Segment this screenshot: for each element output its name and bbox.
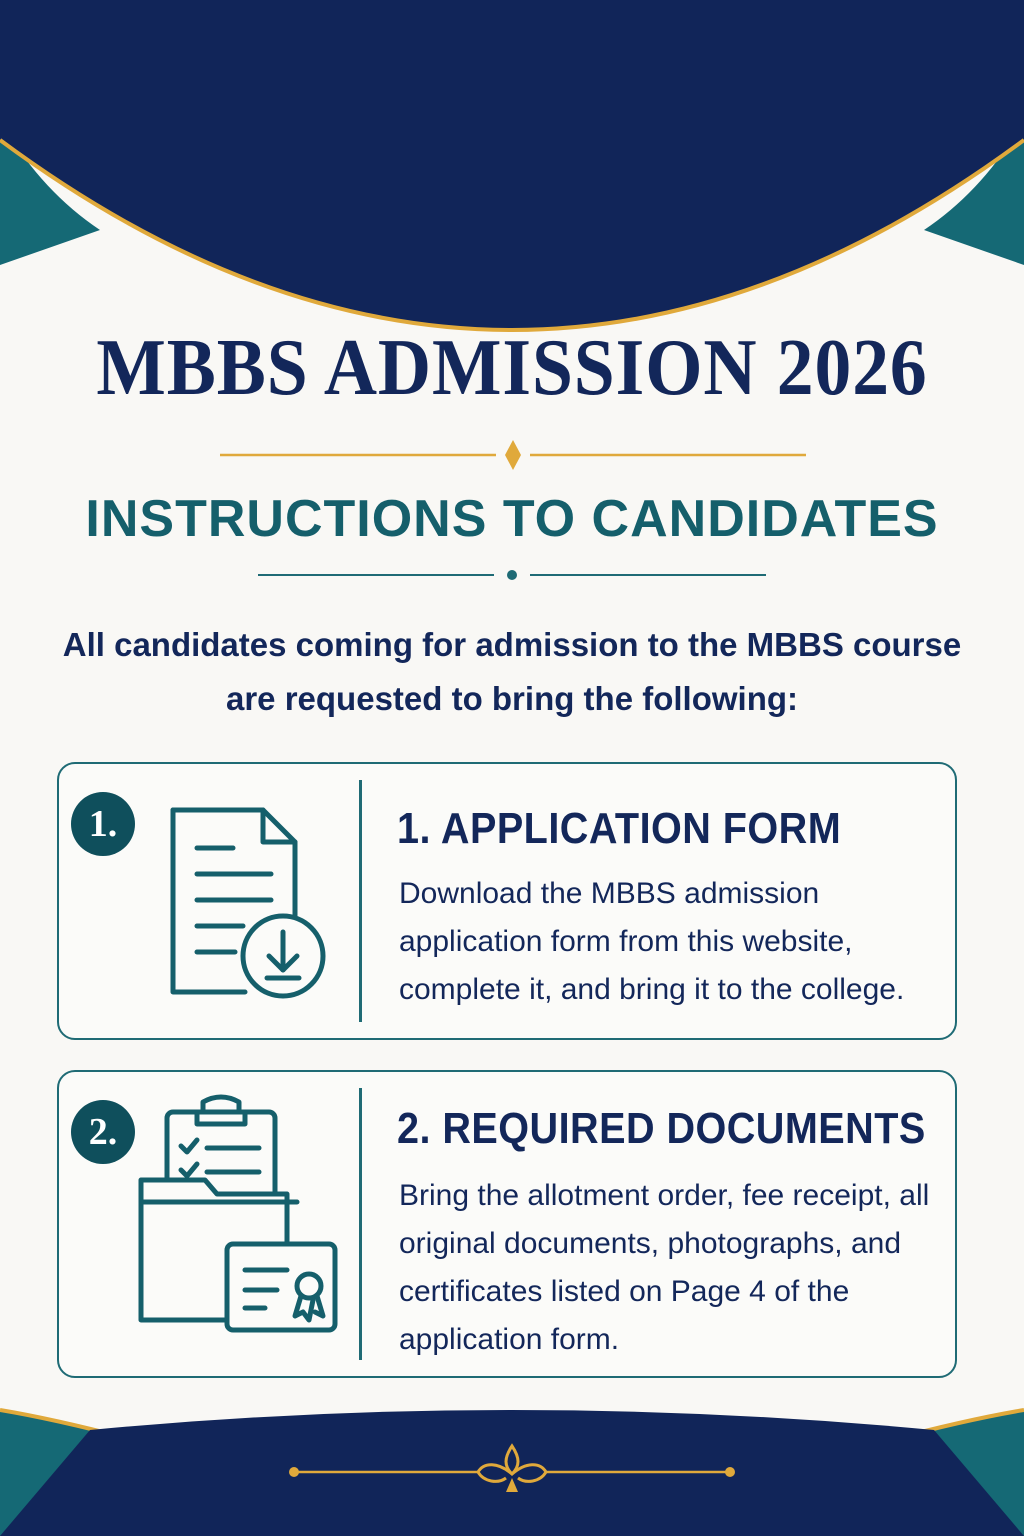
card-divider bbox=[359, 780, 362, 1022]
card-description: Bring the allotment order, fee receipt, all original documents, photographs, and certificates listed on Page 4 of the application form. bbox=[399, 1179, 930, 1356]
step-number-badge: 1. bbox=[71, 792, 135, 856]
documents-folder-certificate-icon bbox=[137, 1094, 342, 1339]
card-title: 1. APPLICATION FORM bbox=[397, 804, 842, 853]
page-subtitle: INSTRUCTIONS TO CANDIDATES bbox=[85, 490, 939, 548]
document-download-icon bbox=[163, 806, 333, 1001]
instruction-card-application-form bbox=[57, 762, 957, 1040]
intro-text: All candidates coming for admission to the MBBS course are requested to bring the following: bbox=[62, 626, 962, 717]
instruction-card-required-documents bbox=[57, 1070, 957, 1378]
card-description: Download the MBBS admission application form from this website, complete it, and bring it to the college. bbox=[399, 877, 905, 1006]
page-title: MBBS ADMISSION 2026 bbox=[96, 324, 928, 412]
card-divider bbox=[359, 1088, 362, 1360]
card-title: 2. REQUIRED DOCUMENTS bbox=[397, 1104, 926, 1153]
step-number-badge: 2. bbox=[71, 1100, 135, 1164]
